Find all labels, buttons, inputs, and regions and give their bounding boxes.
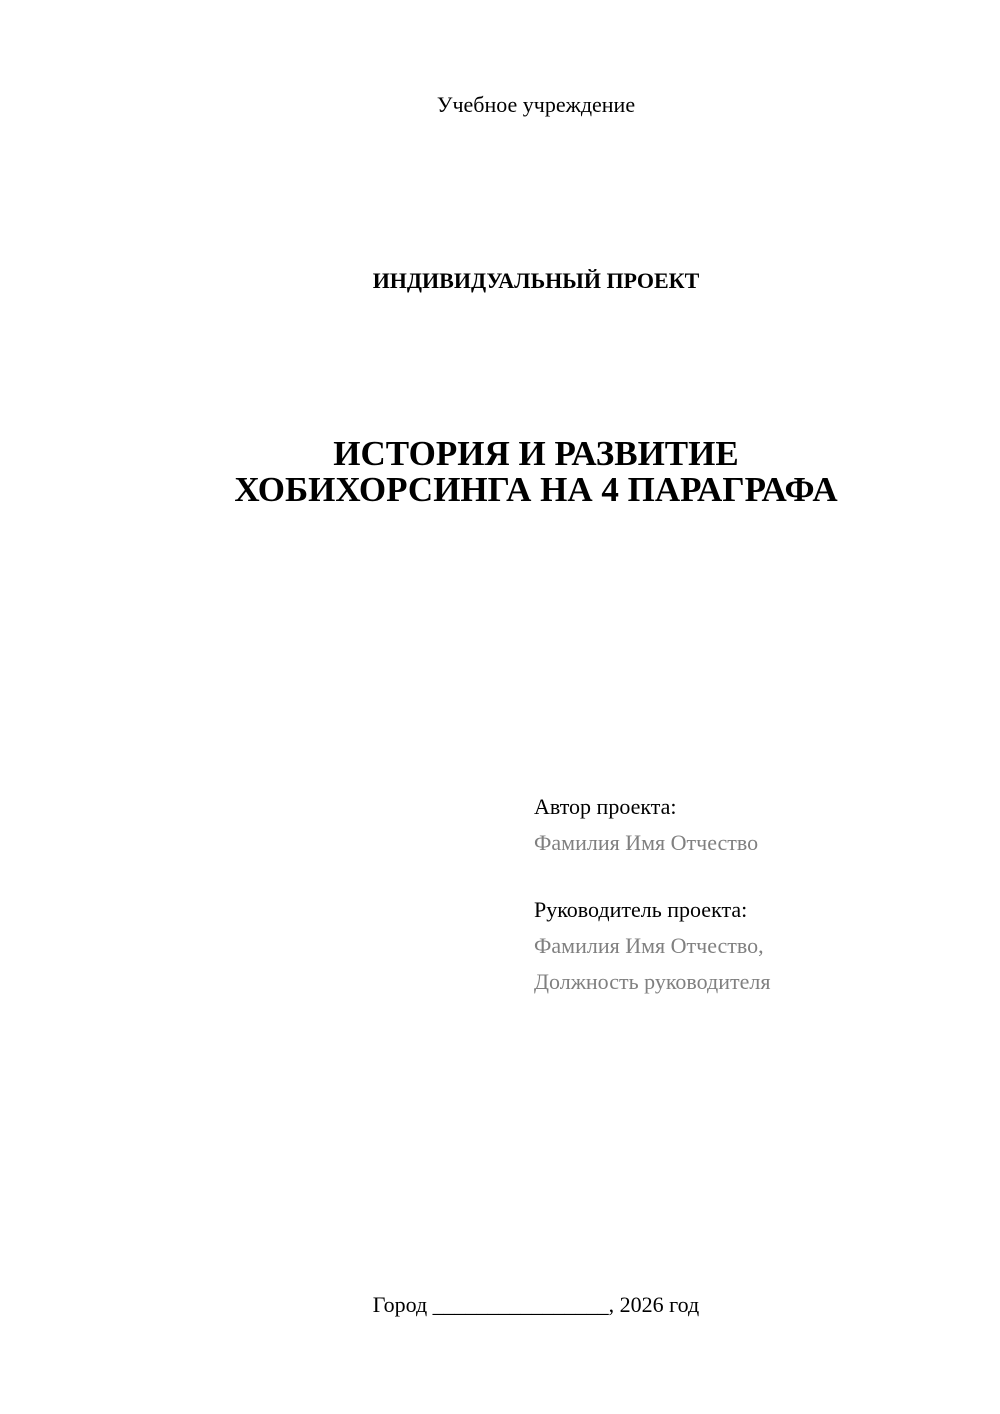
project-title-line-2: ХОБИХОРСИНГА НА 4 ПАРАГРАФА bbox=[234, 470, 838, 509]
credits-spacer bbox=[534, 861, 954, 892]
project-title bbox=[150, 436, 922, 508]
project-title-line-1: ИСТОРИЯ И РАЗВИТИЕ bbox=[333, 434, 739, 473]
city-year-footer: Город ________________, 2026 год bbox=[372, 1292, 700, 1317]
project-type-heading: ИНДИВИДУАЛЬНЫЙ ПРОЕКТ bbox=[372, 268, 700, 293]
author-label: Автор проекта: bbox=[534, 794, 677, 819]
project-credits bbox=[534, 789, 954, 1000]
author-name-placeholder: Фамилия Имя Отчество bbox=[534, 830, 759, 855]
supervisor-label: Руководитель проекта: bbox=[534, 897, 748, 922]
supervisor-name-placeholder: Фамилия Имя Отчество, bbox=[534, 933, 764, 958]
supervisor-position-placeholder: Должность руководителя bbox=[534, 969, 771, 994]
institution-name: Учебное учреждение bbox=[436, 92, 636, 117]
